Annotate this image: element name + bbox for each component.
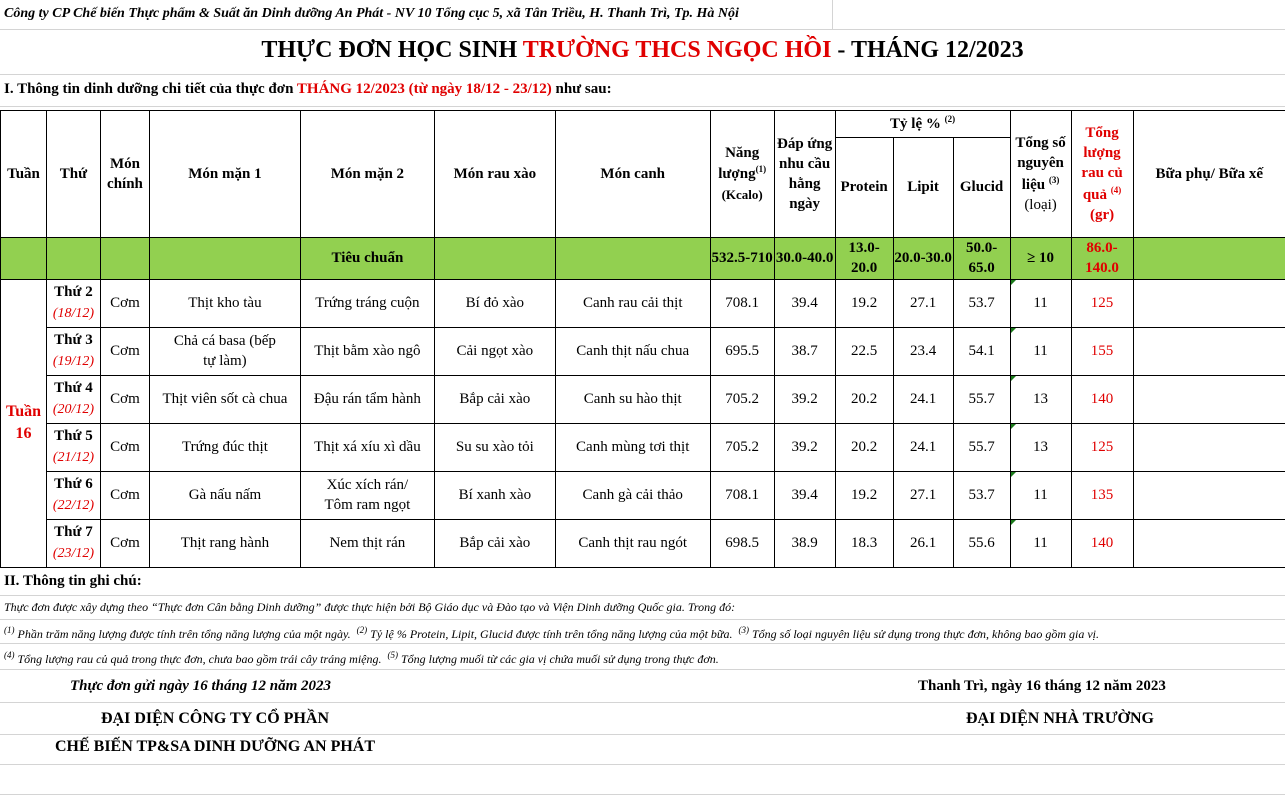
title-school: TRƯỜNG THCS NGỌC HỒI — [522, 37, 832, 63]
header-canh: Món canh — [555, 111, 710, 238]
nang-luong-cell: 705.2 — [710, 423, 774, 471]
section-1-heading — [0, 75, 1285, 107]
dap-ung-cell: 39.4 — [774, 471, 835, 519]
notes-line-2: $^{(1)}$ Phần trăm năng lượng được tính trên tổng năng lượng của một ngày. $^{(2)}$ Tỷ lệ % Protein, Lipit, Glucid được tính trên tổng năng lượng của một bữa. $^{(3)}$ Tổng số loại nguyên liệu sử dụng trong thực đơn, không bao gồm gia vị. — [0, 620, 1285, 644]
header-mon-chinh: Món chính — [100, 111, 149, 238]
glucid-cell: 53.7 — [953, 471, 1010, 519]
header-man-1: Món mặn 1 — [149, 111, 300, 238]
tong-rau-cell: 140 — [1071, 375, 1133, 423]
day-cell: Thứ 4 (20/12) — [46, 375, 100, 423]
protein-cell: 19.2 — [835, 279, 893, 327]
rau-xao-cell: Su su xào tỏi — [434, 423, 555, 471]
dap-ung-cell: 39.2 — [774, 375, 835, 423]
mon-chinh-cell: Cơm — [100, 327, 149, 375]
standard-label: Tiêu chuẩn — [300, 238, 434, 280]
tong-rau-cell: 135 — [1071, 471, 1133, 519]
standard-glucid: 50.0-65.0 — [953, 238, 1010, 280]
section-1-period: THÁNG 12/2023 (từ ngày 18/12 - 23/12) — [296, 81, 552, 97]
glucid-cell: 54.1 — [953, 327, 1010, 375]
bua-phu-cell — [1133, 471, 1285, 519]
section-1-suffix: như sau: — [551, 81, 612, 97]
nang-luong-cell: 705.2 — [710, 375, 774, 423]
page-title — [0, 30, 1285, 75]
table-row — [1, 279, 1285, 327]
lipit-cell: 26.1 — [893, 519, 953, 567]
notes-intro: Thực đơn được xây dựng theo “Thực đơn Cân bằng Dinh dưỡng” được thực hiện bởi Bộ Giáo dục và Đào tạo và Viện Dinh dưỡng Quốc gia. Trong đó: — [0, 596, 1285, 620]
standard-dap-ung: 30.0-40.0 — [774, 238, 835, 280]
lipit-cell: 24.1 — [893, 375, 953, 423]
canh-cell: Canh rau cải thịt — [555, 279, 710, 327]
school-rep: ĐẠI DIỆN NHÀ TRƯỜNG — [965, 710, 1154, 727]
tong-rau-cell: 140 — [1071, 519, 1133, 567]
rau-xao-cell: Bí đỏ xào — [434, 279, 555, 327]
nang-luong-cell: 708.1 — [710, 279, 774, 327]
lipit-cell: 23.4 — [893, 327, 953, 375]
glucid-cell: 53.7 — [953, 279, 1010, 327]
place-date: Thanh Trì, ngày 16 tháng 12 năm 2023 — [918, 678, 1166, 694]
header-man-2: Món mặn 2 — [300, 111, 434, 238]
dap-ung-cell: 39.2 — [774, 423, 835, 471]
man-1-cell: Trứng đúc thịt — [149, 423, 300, 471]
protein-cell: 20.2 — [835, 375, 893, 423]
table-row — [1, 327, 1285, 375]
canh-cell: Canh thịt rau ngót — [555, 519, 710, 567]
day-cell: Thứ 6 (22/12) — [46, 471, 100, 519]
rau-xao-cell: Bắp cải xào — [434, 519, 555, 567]
canh-cell: Canh su hào thịt — [555, 375, 710, 423]
bua-phu-cell — [1133, 327, 1285, 375]
rau-xao-cell: Bắp cải xào — [434, 375, 555, 423]
glucid-cell: 55.6 — [953, 519, 1010, 567]
nang-luong-cell: 698.5 — [710, 519, 774, 567]
man-2-cell: Thịt bằm xào ngô — [300, 327, 434, 375]
mon-chinh-cell: Cơm — [100, 375, 149, 423]
mon-chinh-cell: Cơm — [100, 423, 149, 471]
title-suffix: - THÁNG 12/2023 — [831, 37, 1024, 63]
nang-luong-cell: 708.1 — [710, 471, 774, 519]
tong-so-cell: 13 — [1010, 423, 1071, 471]
tong-so-cell: 11 — [1010, 327, 1071, 375]
sent-date: Thực đơn gửi ngày 16 tháng 12 năm 2023 — [70, 678, 332, 694]
notes-heading: II. Thông tin ghi chú: — [0, 568, 1285, 596]
company-rep-line-1: ĐẠI DIỆN CÔNG TY CỔ PHẦN — [100, 710, 329, 727]
header-nang-luong: Năng lượng$^{(1)}$ (Kcalo) — [710, 111, 774, 238]
lipit-cell: 27.1 — [893, 279, 953, 327]
standard-tong-rau: 86.0-140.0 — [1071, 238, 1133, 280]
protein-cell: 20.2 — [835, 423, 893, 471]
gridline — [0, 702, 1285, 703]
gridline — [0, 794, 1285, 795]
bua-phu-cell — [1133, 423, 1285, 471]
bua-phu-cell — [1133, 375, 1285, 423]
cell-divider — [832, 0, 833, 30]
man-1-cell: Chả cá basa (bếp tự làm) — [149, 327, 300, 375]
day-cell: Thứ 2 (18/12) — [46, 279, 100, 327]
rau-xao-cell: Cải ngọt xào — [434, 327, 555, 375]
mon-chinh-cell: Cơm — [100, 519, 149, 567]
tong-so-cell: 13 — [1010, 375, 1071, 423]
header-tuan: Tuần — [1, 111, 47, 238]
header-tong-so: Tổng số nguyên liệu $^{(3)}$ (loại) — [1010, 111, 1071, 238]
man-2-cell: Nem thịt rán — [300, 519, 434, 567]
tong-so-cell: 11 — [1010, 279, 1071, 327]
tong-so-cell: 11 — [1010, 471, 1071, 519]
header-thu: Thứ — [46, 111, 100, 238]
standard-protein: 13.0-20.0 — [835, 238, 893, 280]
table-row — [1, 519, 1285, 567]
gridline — [0, 764, 1285, 765]
day-cell: Thứ 5 (21/12) — [46, 423, 100, 471]
standard-tong-so: ≥ 10 — [1010, 238, 1071, 280]
gridline — [0, 734, 1285, 735]
day-cell: Thứ 7 (23/12) — [46, 519, 100, 567]
man-2-cell: Thịt xá xíu xì dầu — [300, 423, 434, 471]
standard-lipit: 20.0-30.0 — [893, 238, 953, 280]
day-cell: Thứ 3 (19/12) — [46, 327, 100, 375]
glucid-cell: 55.7 — [953, 423, 1010, 471]
canh-cell: Canh gà cải thảo — [555, 471, 710, 519]
company-info: Công ty CP Chế biến Thực phẩm & Suất ăn Dinh dưỡng An Phát - NV 10 Tổng cục 5, xã Tân Triều, H. Thanh Trì, Tp. Hà Nội — [0, 0, 1285, 30]
menu-table — [0, 110, 1285, 568]
rau-xao-cell: Bí xanh xào — [434, 471, 555, 519]
header-bua-phu: Bữa phụ/ Bữa xế — [1133, 111, 1285, 238]
canh-cell: Canh thịt nấu chua — [555, 327, 710, 375]
man-2-cell: Xúc xích rán/ Tôm ram ngọt — [300, 471, 434, 519]
man-1-cell: Thịt viên sốt cà chua — [149, 375, 300, 423]
lipit-cell: 27.1 — [893, 471, 953, 519]
nang-luong-cell: 695.5 — [710, 327, 774, 375]
header-glucid: Glucid — [953, 138, 1010, 238]
notes-line-3: $^{(4)}$ Tổng lượng rau củ quả trong thực đơn, chưa bao gồm trái cây tráng miệng. $^{(5)}$ Tổng lượng muối từ các gia vị chứa muối sử dụng trong thực đơn. — [0, 644, 1285, 670]
dap-ung-cell: 39.4 — [774, 279, 835, 327]
header-ty-le: Tỷ lệ % $^{(2)}$ — [835, 111, 1010, 138]
title-prefix: THỰC ĐƠN HỌC SINH — [261, 37, 523, 63]
protein-cell: 18.3 — [835, 519, 893, 567]
section-1-prefix: I. Thông tin dinh dưỡng chi tiết của thực đơn — [4, 81, 297, 97]
header-rau-xao: Món rau xào — [434, 111, 555, 238]
bua-phu-cell — [1133, 279, 1285, 327]
dap-ung-cell: 38.7 — [774, 327, 835, 375]
protein-cell: 19.2 — [835, 471, 893, 519]
standard-row — [1, 238, 1285, 280]
standard-nang-luong: 532.5-710 — [710, 238, 774, 280]
canh-cell: Canh mùng tơi thịt — [555, 423, 710, 471]
mon-chinh-cell: Cơm — [100, 471, 149, 519]
tong-rau-cell: 125 — [1071, 423, 1133, 471]
tong-so-cell: 11 — [1010, 519, 1071, 567]
man-1-cell: Thịt rang hành — [149, 519, 300, 567]
protein-cell: 22.5 — [835, 327, 893, 375]
header-tong-rau: Tổng lượng rau củ quả $^{(4)}$ (gr) — [1071, 111, 1133, 238]
bua-phu-cell — [1133, 519, 1285, 567]
tong-rau-cell: 155 — [1071, 327, 1133, 375]
lipit-cell: 24.1 — [893, 423, 953, 471]
man-1-cell: Gà nấu nấm — [149, 471, 300, 519]
week-label: Tuần 16 — [1, 279, 47, 567]
glucid-cell: 55.7 — [953, 375, 1010, 423]
mon-chinh-cell: Cơm — [100, 279, 149, 327]
table-row — [1, 375, 1285, 423]
header-lipit: Lipit — [893, 138, 953, 238]
table-row — [1, 471, 1285, 519]
dap-ung-cell: 38.9 — [774, 519, 835, 567]
company-rep-line-2: CHẾ BIẾN TP&SA DINH DƯỠNG AN PHÁT — [54, 738, 376, 755]
header-protein: Protein — [835, 138, 893, 238]
man-1-cell: Thịt kho tàu — [149, 279, 300, 327]
tong-rau-cell: 125 — [1071, 279, 1133, 327]
man-2-cell: Trứng tráng cuộn — [300, 279, 434, 327]
table-row — [1, 423, 1285, 471]
man-2-cell: Đậu rán tẩm hành — [300, 375, 434, 423]
header-dap-ung: Đáp ứng nhu cầu hằng ngày — [774, 111, 835, 238]
